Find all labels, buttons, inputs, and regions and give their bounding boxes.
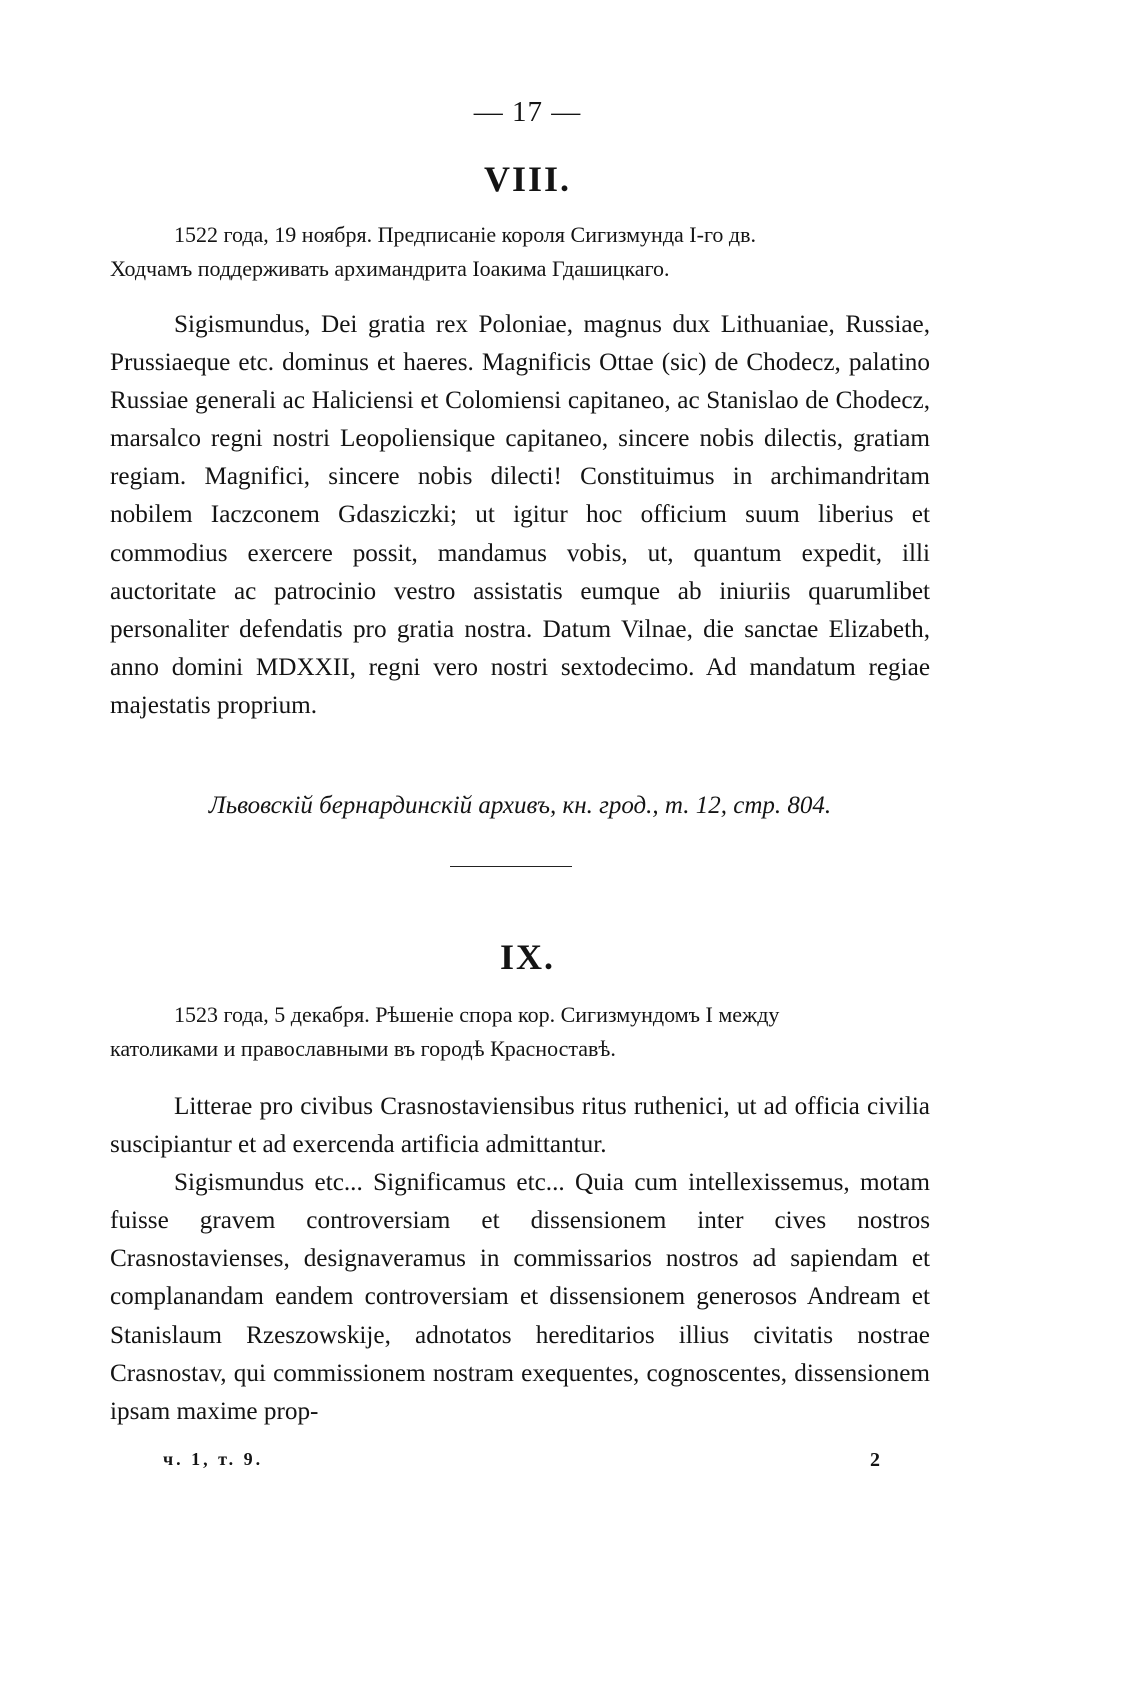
footer-sheet-number: 2 [870,1449,880,1471]
section-ix-summary [110,998,930,1066]
section-divider [450,866,572,867]
footer-signature: ч. 1, т. 9. [163,1449,264,1469]
section-numeral-ix: IX. [499,937,555,977]
page-number: — 17 — [473,96,582,128]
summary-line: 1523 года, 5 декабря. Рѣшенie спора кор. Сигизмундомъ I между [174,1002,780,1027]
body-paragraph: Litterae pro civibus Crasnostaviensibus ritus ruthenici, ut ad officia civilia suscipiantur et ad exercenda artificia admittantur. [110,1093,930,1159]
body-paragraph: Sigismundus, Dei gratia rex Poloniae, magnus dux Lithuaniae, Russiae, Prussiaeque etc. dominus et haeres. Magnificis Ottae (sic) de Chodecz, palatino Russiae generali ac Haliciensi et Colomiensi capitaneo, ac Stanislao de Chodecz, marsalco regni nostri Leopoliensique capitaneo, sincere nobis dilectis, gratiam regiam. Magnifici, sincere nobis dilecti! Constituimus in archimandritam nobilem Iaczconem Gdasziczki; ut igitur hoc officium suum liberius et commodius exercere possit, mandamus vobis, ut, quantum expedit, illi auctoritate ac patrocinio vestro assistatis eumque ab iniuriis quarumlibet personaliter defendatis pro gratia nostra. Datum Vilnae, die sanctae Elizabeth, anno domini MDXXII, regni vero nostri sextodecimo. Ad mandatum regiae majestatis proprium. [110,311,930,719]
summary-line: 1522 года, 19 ноября. Предписанie короля Сигизмунда I-го дв. [174,222,757,247]
section-numeral-viii: VIII. [483,159,572,199]
section-viii-body [110,306,930,725]
section-viii-summary [110,218,930,286]
summary-line: Ходчамъ поддерживать архимандрита Іоакима Гдашицкаго. [110,256,670,281]
body-paragraph: Sigismundus etc... Significamus etc... Quia cum intellexissemus, motam fuisse gravem controversiam et dissensionem inter cives nostros Crasnostavienses, designaveramus in commissarios nostros ad sapiendam et complanandam eandem controversiam et dissensionem generosos Andream et Stanislaum Rzeszowskije, adnotatos hereditarios illius civitatis nostrae Crasnostav, qui commissionem nostram exequentes, cognoscentes, dissensionem ipsam maxime prop- [110,1169,930,1425]
archival-source-citation: Львовскiй бернардинскiй архивъ, кн. грод., т. 12, стр. 804. [208,792,832,819]
section-ix-body [110,1088,930,1431]
summary-line: католиками и православными въ городѣ Красноставѣ. [110,1036,616,1061]
